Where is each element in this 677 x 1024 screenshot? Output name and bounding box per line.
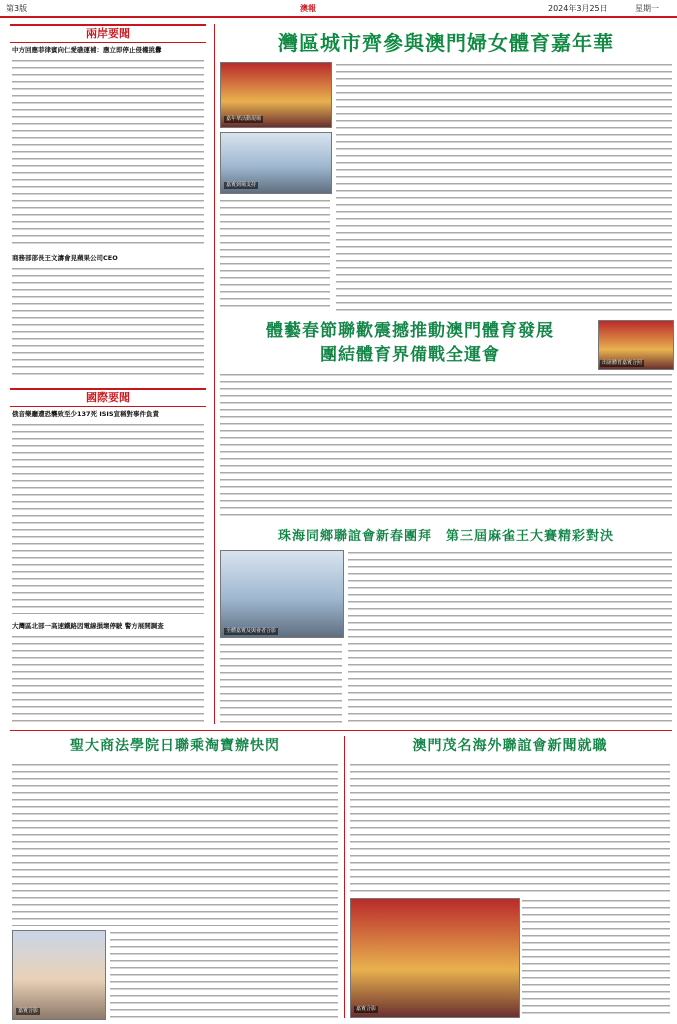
sports-story-title-2: 團結體育界備戰全運會 [320, 345, 500, 365]
paper-name: 澳報 [300, 4, 316, 13]
section-heading-cross-strait: 兩岸要聞 [10, 24, 206, 43]
bottom-story-1-caption: 嘉賓合影 [18, 1008, 39, 1014]
bottom-divider [10, 730, 672, 731]
headline-4: 大灣區北部一高速鐵路因電線損壞停駛 警方展開調查 [12, 622, 164, 630]
sports-story-body [220, 372, 672, 520]
page-header [0, 0, 677, 18]
column-divider [214, 24, 215, 724]
mahjong-story-title: 珠海同鄉聯誼會新春團拜 第三屆麻雀王大賽精彩對決 [277, 529, 614, 544]
page-date: 2024年3月25日 [548, 4, 608, 13]
section-heading-international: 國際要聞 [10, 388, 206, 407]
bottom-story-1-body-2 [110, 930, 338, 1018]
page-weekday: 星期一 [635, 4, 659, 13]
headline-2: 商務部部長王文濤會見蘋果公司CEO [12, 254, 118, 262]
mahjong-story-body-left [220, 642, 342, 724]
bottom-story-1-title: 聖大商法學院日聯乘淘寶辦快閃 [70, 738, 280, 754]
article-body-4 [12, 634, 204, 724]
bottom-story-2-caption: 嘉賓合影 [356, 1006, 377, 1012]
bottom-story-2-body [350, 762, 670, 894]
headline-1: 中方回應菲律賓向仁愛礁運補：應立即停止侵權挑釁 [12, 46, 162, 54]
mahjong-story-body [348, 550, 672, 724]
bottom-story-1-photo [12, 930, 106, 1020]
article-body-3 [12, 422, 204, 614]
sports-story-caption: 出席體育嘉賓合照 [602, 360, 643, 366]
page-number: 第3版 [6, 4, 28, 13]
mahjong-story-photo [220, 550, 344, 638]
sports-story-title-1: 體藝春節聯歡震撼推動澳門體育發展 [266, 321, 554, 341]
headline-3: 俄音樂廳遭恐襲致至少137死 ISIS宣稱對事件負責 [12, 410, 160, 418]
mahjong-story-caption: 全體嘉賓及與會者合影 [226, 628, 277, 634]
article-body-2 [12, 266, 204, 380]
top-story-title: 灣區城市齊參與澳門婦女體育嘉年華 [278, 31, 614, 55]
bottom-column-divider [344, 736, 345, 1018]
top-story-body-left [220, 198, 330, 312]
bottom-story-2-body-2 [522, 898, 670, 1016]
bottom-story-2-title: 澳門茂名海外聯誼會新聞就職 [412, 738, 608, 754]
bottom-story-2-photo [350, 898, 520, 1018]
top-story-caption-2: 嘉賓到場支持 [226, 182, 257, 188]
bottom-story-1-body [12, 762, 338, 926]
top-story-body [336, 62, 672, 312]
top-story-caption: 嘉年華活動現場 [226, 116, 262, 122]
article-body-1 [12, 58, 204, 246]
